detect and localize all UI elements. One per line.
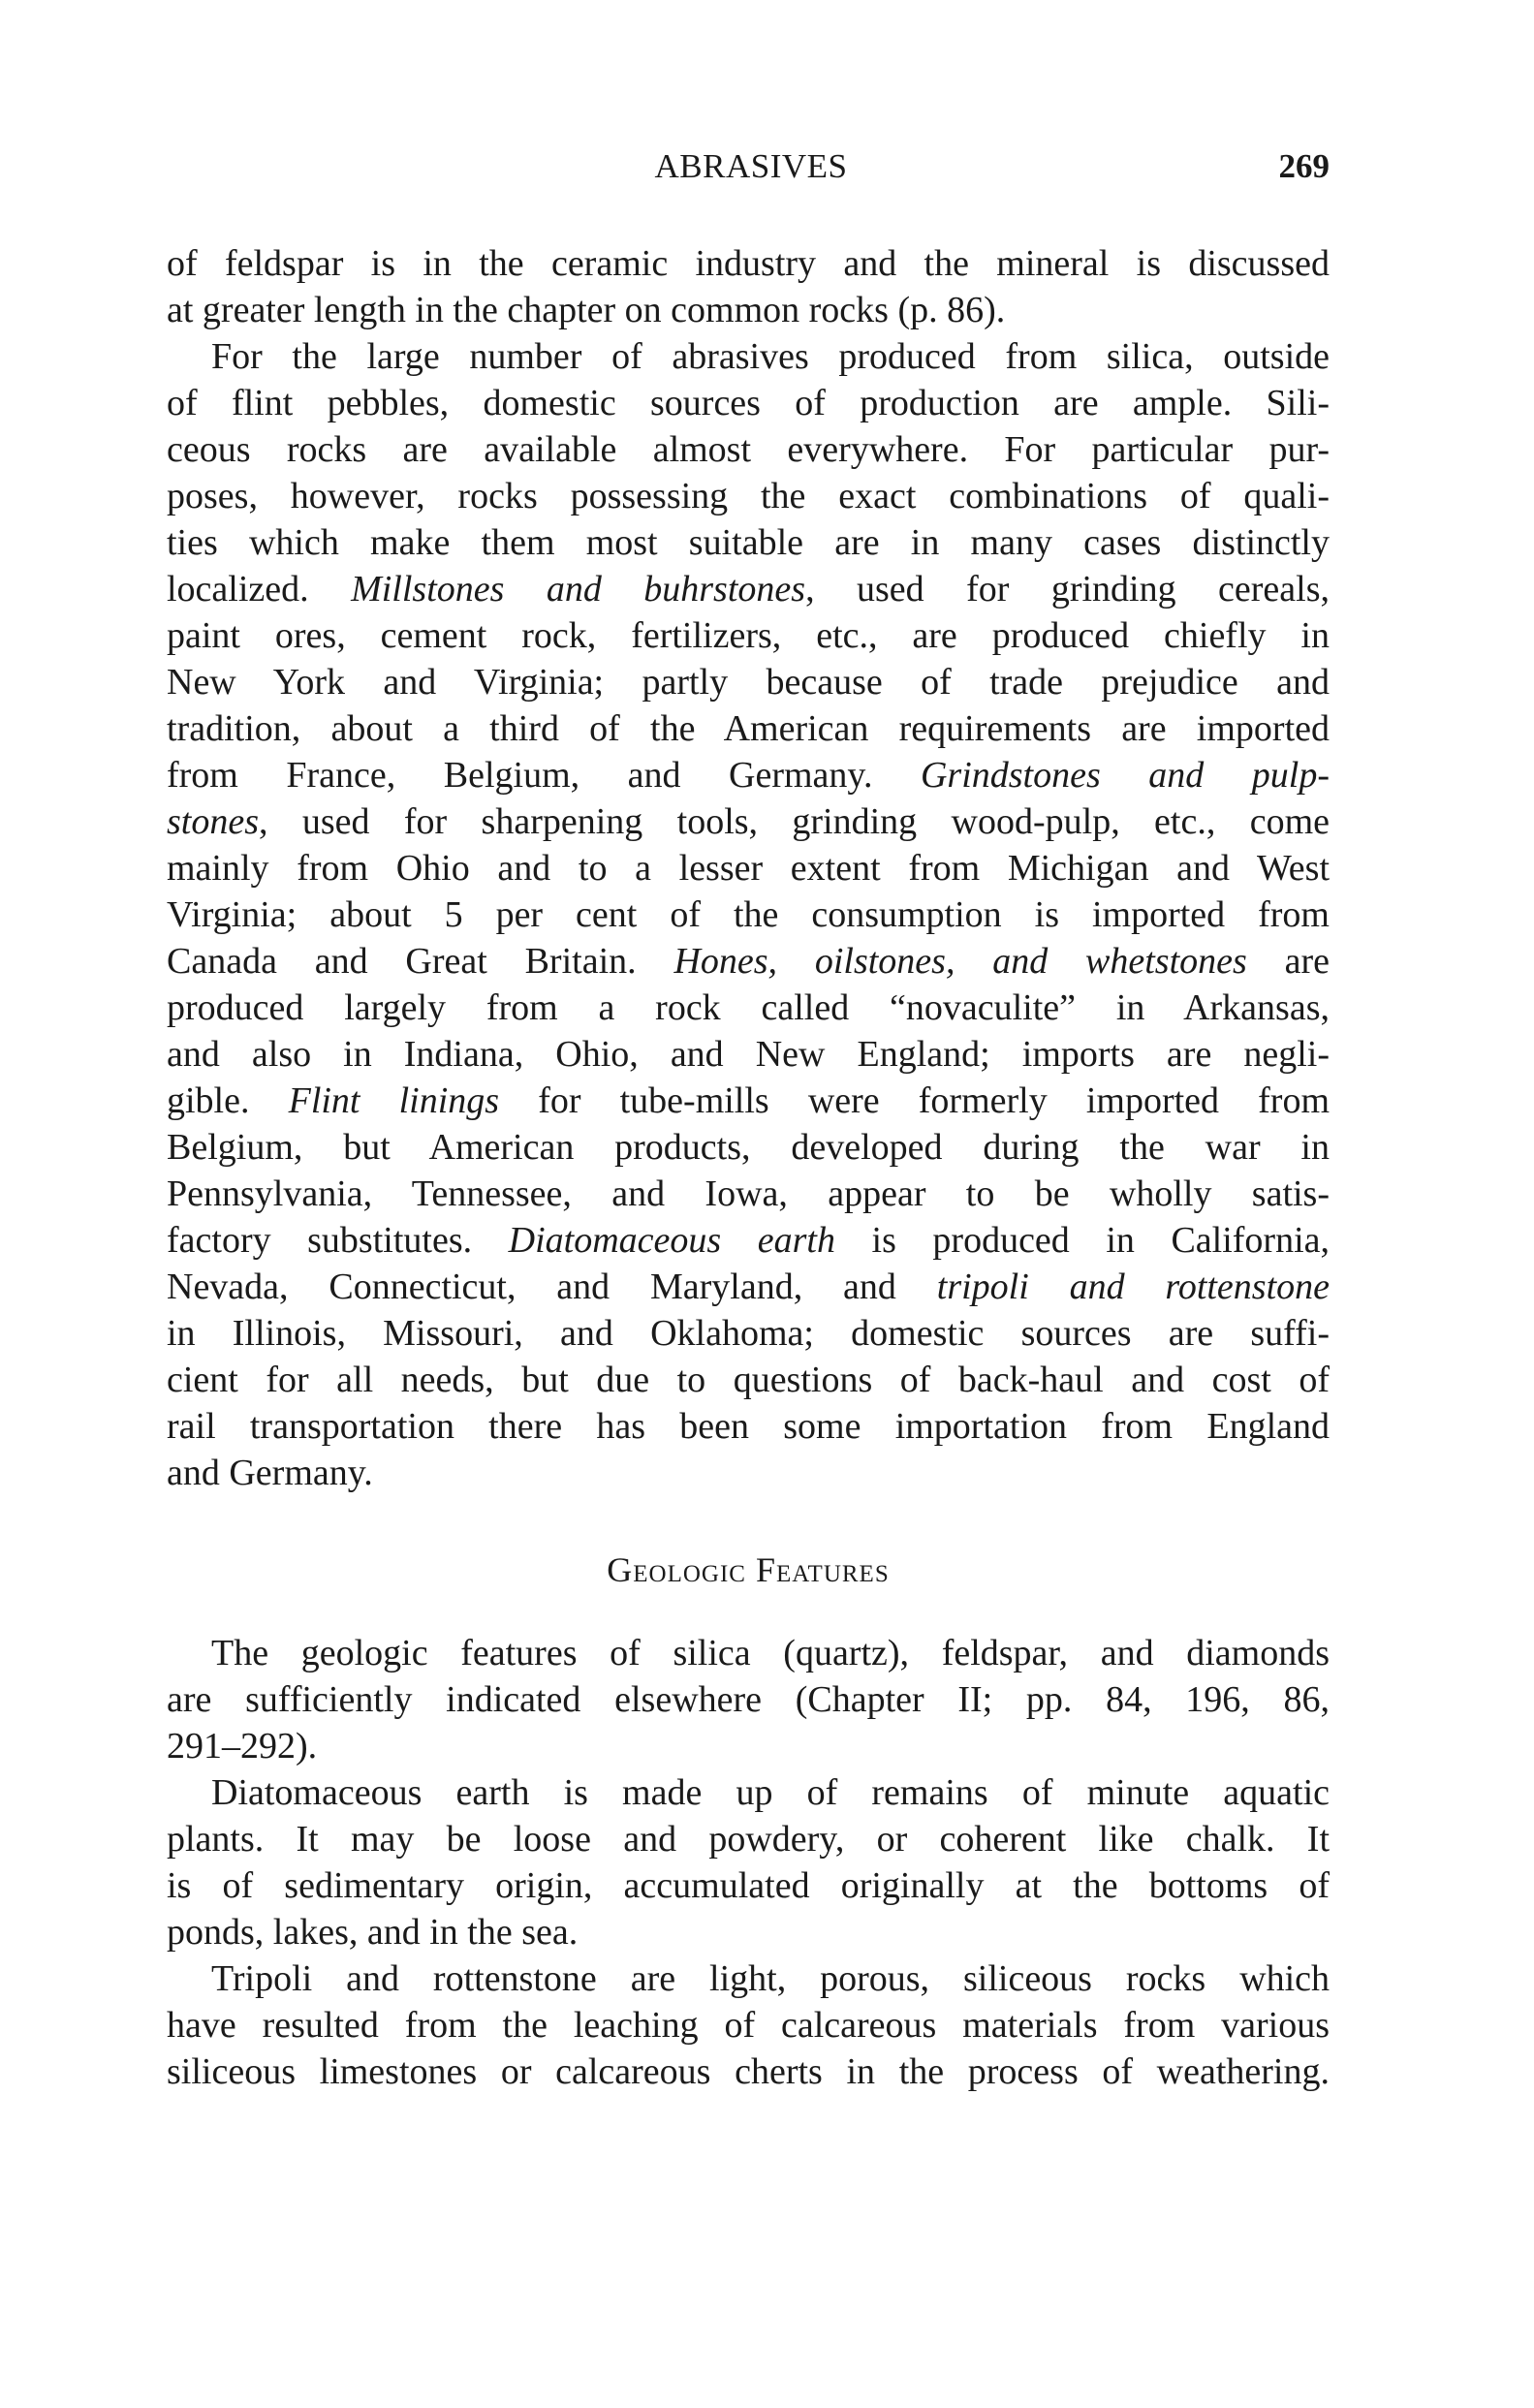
italic-term: Diatomaceous earth: [508, 1220, 835, 1261]
text-segment: of feldspar is in the ceramic industry and the mineral is discussed: [167, 243, 1330, 284]
text-segment: is of sedimentary origin, accumulated originally at the bottoms of: [167, 1865, 1330, 1906]
text-line: [167, 1124, 1330, 1171]
text-line: [167, 659, 1330, 705]
text-segment: Pennsylvania, Tennessee, and Iowa, appear to be wholly satis-: [167, 1173, 1330, 1214]
text-segment: produced largely from a rock called “novaculite” in Arkansas,: [167, 987, 1330, 1028]
italic-term: Grindstones and pulp-: [920, 755, 1330, 796]
text-line: [167, 1078, 1330, 1124]
text-segment: gible.: [167, 1080, 289, 1121]
text-line: [211, 1630, 1330, 1676]
text-segment: rail transportation there has been some importation from England: [167, 1406, 1330, 1447]
text-segment: poses, however, rocks possessing the exact combinations of quali-: [167, 476, 1330, 516]
text-segment: Diatomaceous earth is made up of remains of minute aquatic: [211, 1772, 1330, 1813]
text-line: [167, 1723, 1330, 1769]
text-line: [167, 985, 1330, 1031]
italic-term: stones: [167, 801, 259, 842]
text-line: [211, 1955, 1330, 2002]
text-line: [167, 2048, 1330, 2095]
text-line: [167, 566, 1330, 612]
text-line: [167, 1357, 1330, 1403]
text-segment: New York and Virginia; partly because of trade prejudice and: [167, 662, 1330, 703]
text-line: [167, 845, 1330, 891]
text-segment: from France, Belgium, and Germany.: [167, 755, 921, 796]
text-line: [211, 1769, 1330, 1816]
text-line: [167, 2002, 1330, 2048]
text-segment: For the large number of abrasives produced from silica, outside: [211, 336, 1330, 377]
text-line: [167, 705, 1330, 752]
italic-term: Millstones and buhrstones: [351, 569, 806, 610]
text-segment: localized.: [167, 569, 352, 610]
text-line: [167, 1031, 1330, 1078]
text-segment: Virginia; about 5 per cent of the consumption is imported from: [167, 894, 1330, 935]
running-head-title: ABRASIVES: [654, 147, 848, 185]
text-line: [167, 473, 1330, 519]
text-segment: at greater length in the chapter on common rocks (p. 86).: [167, 290, 1006, 330]
text-segment: plants. It may be loose and powdery, or coherent like chalk. It: [167, 1819, 1330, 1860]
text-line: [167, 1217, 1330, 1264]
text-line: [167, 519, 1330, 566]
text-segment: The geologic features of silica (quartz), feldspar, and diamonds: [211, 1633, 1330, 1673]
text-segment: cient for all needs, but due to questions of back-haul and cost of: [167, 1360, 1330, 1400]
text-segment: Canada and Great Britain.: [167, 941, 674, 982]
text-line: [167, 891, 1330, 938]
text-segment: Belgium, but American products, developed during the war in: [167, 1127, 1330, 1168]
text-line: [167, 287, 1330, 333]
text-segment: factory substitutes.: [167, 1220, 509, 1261]
text-segment: in Illinois, Missouri, and Oklahoma; domestic sources are suffi-: [167, 1313, 1330, 1354]
text-segment: is produced in California,: [834, 1220, 1331, 1261]
text-segment: have resulted from the leaching of calcareous materials from various: [167, 2005, 1330, 2046]
text-segment: 291–292).: [167, 1726, 318, 1767]
text-line: [211, 333, 1330, 380]
text-line: [167, 1816, 1330, 1862]
italic-term: tripoli and rottenstone: [936, 1267, 1331, 1307]
text-segment: for tube-mills were formerly imported from: [499, 1080, 1330, 1121]
page-number: 269: [1278, 147, 1330, 185]
text-segment: ties which make them most suitable are in many cases distinctly: [167, 522, 1330, 563]
text-line: [167, 1403, 1330, 1450]
text-line: [167, 798, 1330, 845]
text-line: [167, 1171, 1330, 1217]
text-segment: and Germany.: [167, 1453, 373, 1493]
text-line: [167, 426, 1330, 473]
text-line: [167, 938, 1330, 985]
text-segment: mainly from Ohio and to a lesser extent from Michigan and West: [167, 848, 1330, 889]
text-line: [167, 1676, 1330, 1723]
text-segment: tradition, about a third of the American requirements are imported: [167, 708, 1330, 749]
text-line: [167, 1310, 1330, 1357]
section-heading: Geologic Features: [607, 1550, 890, 1589]
text-segment: are: [1246, 941, 1330, 982]
text-line: [167, 1862, 1330, 1909]
text-segment: ponds, lakes, and in the sea.: [167, 1912, 579, 1953]
text-line: [167, 240, 1330, 287]
italic-term: Hones, oilstones, and whetstones: [673, 941, 1247, 982]
text-line: [167, 752, 1330, 798]
text-segment: and also in Indiana, Ohio, and New England; imports are negli-: [167, 1034, 1330, 1075]
text-line: [167, 1264, 1330, 1310]
text-segment: , used for grinding cereals,: [805, 569, 1330, 610]
text-segment: Nevada, Connecticut, and Maryland, and: [167, 1267, 937, 1307]
text-segment: , used for sharpening tools, grinding wood-pulp, etc., come: [259, 801, 1330, 842]
text-segment: Tripoli and rottenstone are light, porous, siliceous rocks which: [211, 1958, 1330, 1999]
text-line: [167, 612, 1330, 659]
text-segment: are sufficiently indicated elsewhere (Chapter II; pp. 84, 196, 86,: [167, 1679, 1330, 1720]
text-segment: of flint pebbles, domestic sources of production are ample. Sili-: [167, 383, 1330, 423]
text-line: [167, 1909, 1330, 1955]
text-segment: siliceous limestones or calcareous cherts in the process of weathering.: [167, 2051, 1330, 2092]
text-segment: paint ores, cement rock, fertilizers, etc., are produced chiefly in: [167, 615, 1330, 656]
text-line: [167, 380, 1330, 426]
text-segment: ceous rocks are available almost everywhere. For particular pur-: [167, 429, 1330, 470]
italic-term: Flint linings: [288, 1080, 500, 1121]
text-line: [167, 1450, 1330, 1496]
